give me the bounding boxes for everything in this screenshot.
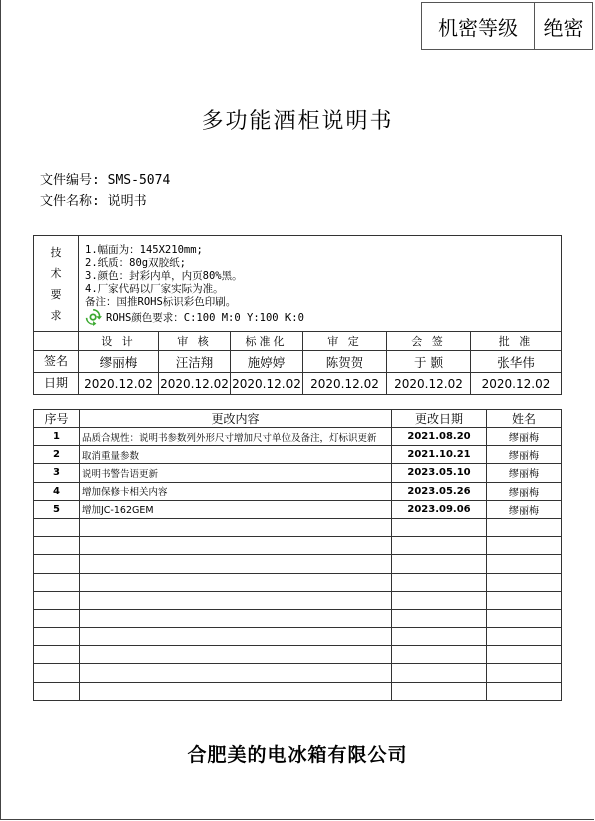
- spec-requirements: [79, 236, 562, 332]
- rev-date: 2023.09.06: [392, 500, 487, 518]
- rev-name: 缪丽梅: [487, 482, 562, 500]
- spec-line: 4.厂家代码以厂家实际为准。: [85, 283, 224, 295]
- spec-line: 1.幅面为：145X210mm;: [85, 244, 203, 256]
- table-row: [34, 500, 562, 518]
- rev-content: [80, 664, 392, 682]
- rev-no: [34, 591, 80, 609]
- security-level-value: 绝密: [543, 15, 584, 40]
- rev-no: [34, 518, 80, 536]
- sign-date: 2020.12.02: [303, 373, 387, 395]
- rev-content: [80, 591, 392, 609]
- document-title: 多功能酒柜说明书: [201, 109, 394, 134]
- table-row: [34, 591, 562, 609]
- signer-name: 缪丽梅: [79, 351, 159, 373]
- approval-header-design: 设 计: [79, 332, 159, 351]
- rev-no: [34, 646, 80, 664]
- security-level-label: 机密等级: [422, 3, 535, 49]
- rev-name: [487, 573, 562, 591]
- rev-content: [80, 518, 392, 536]
- rev-date: 2021.08.20: [392, 428, 487, 446]
- date-label: 日期: [34, 373, 79, 395]
- rev-name: [487, 664, 562, 682]
- sign-date: 2020.12.02: [387, 373, 471, 395]
- rev-date: [392, 573, 487, 591]
- signer-name: 施婷婷: [231, 351, 303, 373]
- table-row: [34, 428, 562, 446]
- table-row: [34, 646, 562, 664]
- approval-header-review: 审 核: [159, 332, 231, 351]
- spec-label: 技 术 要 求: [34, 236, 79, 332]
- rev-content: [80, 573, 392, 591]
- rev-name: [487, 555, 562, 573]
- table-row: [34, 464, 562, 482]
- rev-no: [34, 628, 80, 646]
- company-name: 合肥美的电冰箱有限公司: [187, 744, 408, 766]
- rev-no: 5: [34, 500, 80, 518]
- spec-line: 2.纸质：80g双胶纸;: [85, 257, 186, 269]
- approval-header-countersign: 会 签: [387, 332, 471, 351]
- table-row: [34, 664, 562, 682]
- rev-date: 2023.05.26: [392, 482, 487, 500]
- approval-header-verify: 审 定: [303, 332, 387, 351]
- rev-date: [392, 591, 487, 609]
- rev-name: [487, 628, 562, 646]
- rev-name: 缪丽梅: [487, 446, 562, 464]
- table-row: [34, 518, 562, 536]
- rev-date: 2021.10.21: [392, 446, 487, 464]
- table-row: [34, 682, 562, 700]
- rev-no: 1: [34, 428, 80, 446]
- rev-content: [80, 628, 392, 646]
- signer-name: 于 颢: [387, 351, 471, 373]
- rev-content: 增加保修卡相关内容: [80, 482, 392, 500]
- rev-no: [34, 664, 80, 682]
- security-level-box: [421, 2, 593, 50]
- table-row: [34, 482, 562, 500]
- rev-name: [487, 591, 562, 609]
- rev-no: [34, 573, 80, 591]
- spec-approval-table: [33, 235, 562, 395]
- file-number: 文件编号: SMS-5074: [40, 173, 171, 188]
- rev-no: 3: [34, 464, 80, 482]
- rev-date: [392, 609, 487, 627]
- table-row: [34, 555, 562, 573]
- signer-name: 张华伟: [471, 351, 562, 373]
- rev-date: [392, 518, 487, 536]
- rev-content: [80, 646, 392, 664]
- table-row: [34, 573, 562, 591]
- signer-name: 汪洁翔: [159, 351, 231, 373]
- rev-no: [34, 682, 80, 700]
- sign-date: 2020.12.02: [231, 373, 303, 395]
- sign-label: 签名: [34, 351, 79, 373]
- signer-name: 陈贺贺: [303, 351, 387, 373]
- table-row: [34, 609, 562, 627]
- rev-content: [80, 555, 392, 573]
- table-row: [34, 537, 562, 555]
- rev-name: 缪丽梅: [487, 500, 562, 518]
- sign-date: 2020.12.02: [79, 373, 159, 395]
- rev-date: [392, 664, 487, 682]
- rev-name: [487, 682, 562, 700]
- rev-header-no: 序号: [34, 410, 80, 428]
- revision-table: [33, 409, 562, 701]
- sign-date: 2020.12.02: [159, 373, 231, 395]
- rev-no: 2: [34, 446, 80, 464]
- rev-date: [392, 628, 487, 646]
- rev-date: [392, 537, 487, 555]
- file-name: 文件名称: 说明书: [40, 194, 147, 209]
- rohs-line: ROHS颜色要求：C:100 M:0 Y:100 K:0: [85, 309, 555, 327]
- sign-date: 2020.12.02: [471, 373, 562, 395]
- rev-no: [34, 609, 80, 627]
- rev-name: [487, 537, 562, 555]
- rev-content: 增加JC-162GEM: [80, 500, 392, 518]
- rev-content: 取消重量参数: [80, 446, 392, 464]
- spec-line: 备注：国推ROHS标识彩色印刷。: [85, 296, 237, 308]
- rev-name: [487, 609, 562, 627]
- rev-no: [34, 555, 80, 573]
- approval-header-approve: 批 准: [471, 332, 562, 351]
- rev-name: [487, 518, 562, 536]
- approval-header-standard: 标准化: [231, 332, 303, 351]
- spec-line: 3.颜色：封彩内单，内页80%黑。: [85, 270, 243, 282]
- rev-header-name: 姓名: [487, 410, 562, 428]
- rev-name: [487, 646, 562, 664]
- rev-name: 缪丽梅: [487, 428, 562, 446]
- rev-content: 品质合规性：说明书参数列外形尺寸增加尺寸单位及备注，灯标识更新: [80, 428, 392, 446]
- rev-date: [392, 646, 487, 664]
- rev-content: [80, 682, 392, 700]
- table-row: [34, 446, 562, 464]
- rev-no: [34, 537, 80, 555]
- rev-date: [392, 555, 487, 573]
- rev-content: 说明书警告语更新: [80, 464, 392, 482]
- rev-content: [80, 537, 392, 555]
- rev-content: [80, 609, 392, 627]
- rev-date: 2023.05.10: [392, 464, 487, 482]
- table-row: [34, 628, 562, 646]
- rohs-recycle-icon: [85, 309, 103, 327]
- rev-header-content: 更改内容: [80, 410, 392, 428]
- rev-date: [392, 682, 487, 700]
- rev-header-date: 更改日期: [392, 410, 487, 428]
- rev-name: 缪丽梅: [487, 464, 562, 482]
- rev-no: 4: [34, 482, 80, 500]
